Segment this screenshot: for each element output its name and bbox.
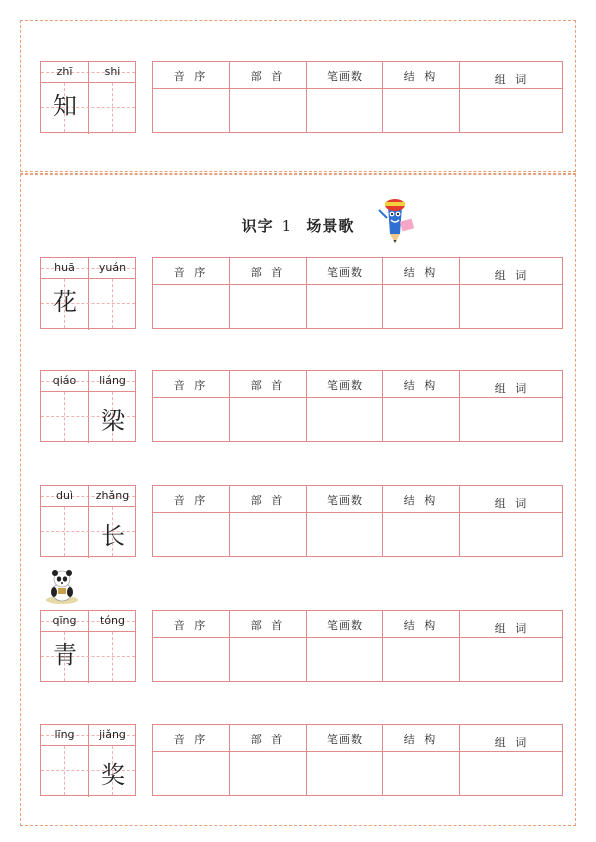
info-table xyxy=(152,485,563,557)
panda-icon xyxy=(44,566,80,606)
pinyin-right: shi xyxy=(104,65,121,78)
pinyin-left: huā xyxy=(54,261,75,274)
header-yinxu: 音 序 xyxy=(173,266,209,279)
pinyin-right: jiǎng xyxy=(99,728,126,741)
pinyin-right: liáng xyxy=(99,374,126,387)
header-yinxu: 音 序 xyxy=(173,70,209,83)
header-bushou: 部 首 xyxy=(250,70,286,83)
header-bihuashu: 笔画数 xyxy=(327,733,363,746)
pencil-mascot-icon xyxy=(374,196,418,244)
pinyin-right: tóng xyxy=(100,614,125,627)
header-bushou: 部 首 xyxy=(250,266,286,279)
header-jiegou: 结 构 xyxy=(403,70,439,83)
character-row xyxy=(0,257,596,331)
pinyin-left: līng xyxy=(54,728,75,741)
page-title xyxy=(0,215,596,236)
hanzi-right: 奖 xyxy=(101,761,125,789)
pinyin-right: zhǎng xyxy=(95,489,130,502)
tianzige-box xyxy=(40,610,136,682)
pinyin-left: duì xyxy=(55,489,73,502)
tianzige-box xyxy=(40,370,136,442)
hanzi-left: 青 xyxy=(53,641,77,669)
hanzi-right: 梁 xyxy=(101,407,125,435)
header-yinxu: 音 序 xyxy=(173,379,209,392)
header-bihuashu: 笔画数 xyxy=(327,379,363,392)
pinyin-left: qīng xyxy=(52,614,77,627)
character-row xyxy=(0,724,596,798)
header-jiegou: 结 构 xyxy=(403,619,439,632)
header-jiegou: 结 构 xyxy=(403,494,439,507)
character-row xyxy=(0,370,596,444)
info-table xyxy=(152,257,563,329)
section-divider xyxy=(20,173,576,174)
header-zuci: 组 词 xyxy=(494,622,530,635)
character-row xyxy=(0,61,596,135)
header-bushou: 部 首 xyxy=(250,494,286,507)
tianzige-box xyxy=(40,61,136,133)
pinyin-left: qiáo xyxy=(52,374,77,387)
info-table xyxy=(152,61,563,133)
title-number: 1 xyxy=(281,217,293,235)
hanzi-left: 花 xyxy=(53,288,77,316)
header-bihuashu: 笔画数 xyxy=(327,266,363,279)
hanzi-right: 长 xyxy=(101,522,125,550)
tianzige-box xyxy=(40,485,136,557)
info-table xyxy=(152,724,563,796)
header-bushou: 部 首 xyxy=(250,619,286,632)
header-jiegou: 结 构 xyxy=(403,733,439,746)
header-zuci: 组 词 xyxy=(494,497,530,510)
header-zuci: 组 词 xyxy=(494,736,530,749)
header-bihuashu: 笔画数 xyxy=(327,494,363,507)
header-bihuashu: 笔画数 xyxy=(327,70,363,83)
character-row xyxy=(0,610,596,684)
hanzi-left: 知 xyxy=(53,92,77,120)
header-bushou: 部 首 xyxy=(250,733,286,746)
header-jiegou: 结 构 xyxy=(403,379,439,392)
title-text: 识字 xyxy=(241,217,274,235)
header-bihuashu: 笔画数 xyxy=(327,619,363,632)
header-yinxu: 音 序 xyxy=(173,619,209,632)
info-table xyxy=(152,370,563,442)
header-yinxu: 音 序 xyxy=(173,494,209,507)
tianzige-box xyxy=(40,724,136,796)
pinyin-right: yuán xyxy=(98,261,127,274)
title-lesson-name: 场景歌 xyxy=(306,217,355,235)
header-zuci: 组 词 xyxy=(494,269,530,282)
header-zuci: 组 词 xyxy=(494,382,530,395)
header-bushou: 部 首 xyxy=(250,379,286,392)
pinyin-left: zhī xyxy=(56,65,73,78)
header-jiegou: 结 构 xyxy=(403,266,439,279)
header-zuci: 组 词 xyxy=(494,73,530,86)
tianzige-box xyxy=(40,257,136,329)
header-yinxu: 音 序 xyxy=(173,733,209,746)
info-table xyxy=(152,610,563,682)
character-row xyxy=(0,485,596,559)
